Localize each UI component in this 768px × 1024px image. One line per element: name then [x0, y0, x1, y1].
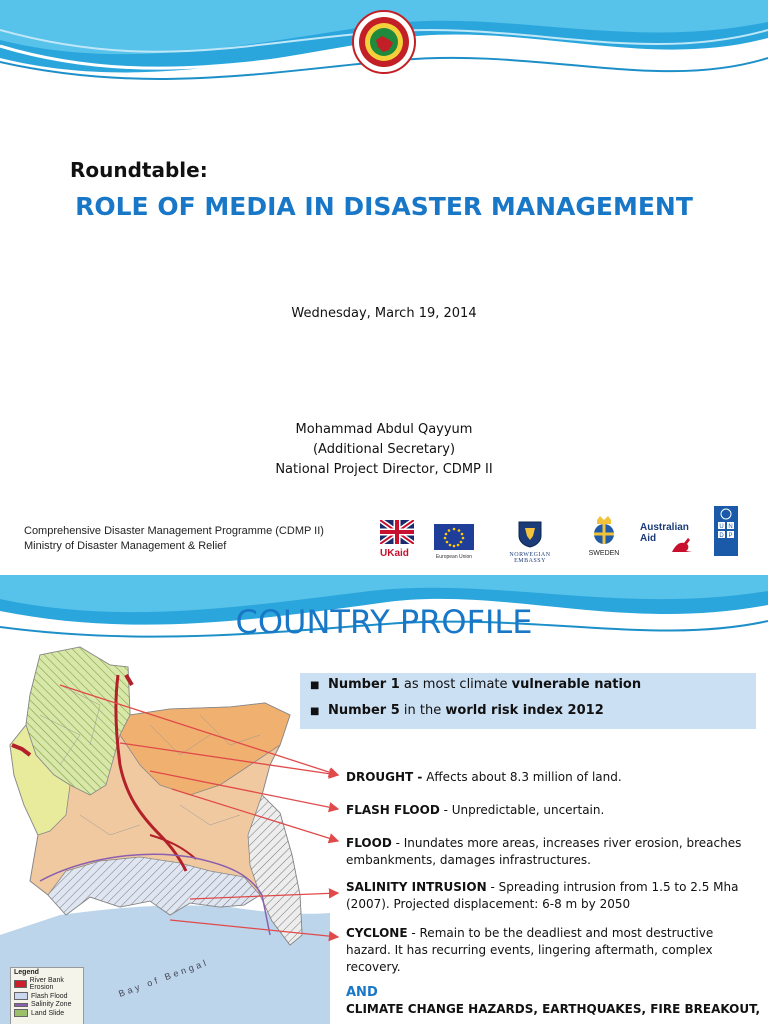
norwegian-embassy-logo — [494, 520, 566, 564]
presenter-name: Mohammad Abdul Qayyum — [295, 422, 473, 437]
bullet-text: in the — [399, 703, 446, 718]
hazard-description: Affects about 8.3 million of land. — [422, 770, 622, 784]
hazard-name: DROUGHT - — [346, 770, 423, 784]
australian-aid-logo — [640, 522, 698, 560]
presenter-position: National Project Director, CDMP II — [275, 462, 493, 477]
presenter-role: (Additional Secretary) — [312, 442, 456, 457]
bay-of-bengal-label: Bay of Bengal — [117, 956, 210, 999]
bangladesh-government-emblem — [352, 10, 416, 74]
legend-swatch — [14, 992, 28, 1000]
svg-text:N: N — [728, 524, 733, 530]
hazard-description: - Spreading intrusion from 1.5 to 2.5 Mha (2007). Projected displacement: 6-8 m by 2050 — [346, 880, 739, 911]
hazard-flash-flood — [346, 802, 756, 819]
hazard-name: FLOOD — [346, 836, 392, 850]
australian-aid-text-1: Australian — [640, 522, 689, 533]
bullet-emphasis: vulnerable nation — [511, 677, 642, 692]
hazard-description: - Unpredictable, uncertain. — [439, 803, 605, 817]
hazard-name: SALINITY INTRUSION — [346, 880, 487, 894]
climate-change-line: CLIMATE CHANGE HAZARDS, EARTHQUAKES, FIRE BREAKOUT, — [346, 1002, 761, 1016]
ministry-name: Ministry of Disaster Management & Relief — [24, 540, 227, 552]
legend-label: Salinity Zone — [31, 1001, 72, 1008]
legend-label: Flash Flood — [31, 992, 68, 1000]
sweden-logo — [584, 516, 624, 560]
and-label: AND — [346, 985, 378, 1000]
bullet-icon: ■ — [310, 706, 320, 717]
legend-item — [14, 1009, 83, 1017]
country-profile-slide — [0, 575, 768, 1024]
event-label: Roundtable: — [70, 158, 208, 182]
undp-logo — [714, 506, 740, 564]
bullet-icon: ■ — [310, 680, 320, 691]
ukaid-logo — [380, 520, 414, 558]
event-date: Wednesday, March 19, 2014 — [291, 306, 477, 321]
programme-name: Comprehensive Disaster Management Programme (CDMP II) — [24, 525, 324, 537]
legend-swatch — [14, 1003, 28, 1007]
hazard-description: - Inundates more areas, increases river erosion, breaches embankments, damages infrastructures. — [346, 836, 742, 867]
australian-aid-text-2: Aid — [640, 533, 657, 544]
bullet-text: as most climate — [399, 677, 512, 692]
presenter-block — [0, 420, 768, 480]
hazard-name: CYCLONE — [346, 926, 408, 940]
hazard-drought — [346, 769, 756, 786]
map-legend — [10, 967, 84, 1024]
legend-label: Land Slide — [31, 1009, 65, 1017]
legend-swatch — [14, 980, 27, 988]
svg-text:D: D — [719, 533, 724, 539]
vulnerability-box — [300, 673, 756, 729]
ukaid-text: UKaid — [380, 548, 409, 559]
hazard-salinity-intrusion — [346, 879, 756, 913]
svg-text:P: P — [728, 533, 733, 539]
legend-item — [14, 977, 83, 991]
bullet-item — [310, 703, 604, 718]
hazard-flood — [346, 835, 756, 869]
partner-logos — [380, 506, 760, 566]
hazard-cyclone — [346, 925, 756, 976]
eu-text: European Union — [435, 554, 473, 560]
norwegian-embassy-text: NORWEGIAN EMBASSY — [509, 552, 551, 564]
bullet-emphasis: Number 1 — [328, 677, 400, 692]
legend-item — [14, 1001, 83, 1008]
legend-title: Legend — [14, 969, 39, 976]
sweden-text: SWEDEN — [588, 550, 620, 557]
hazard-name: FLASH FLOOD — [346, 803, 440, 817]
bullet-emphasis: world risk index 2012 — [445, 703, 604, 718]
bullet-item — [310, 677, 641, 692]
legend-label: River Bank Erosion — [29, 977, 64, 991]
presentation-title: ROLE OF MEDIA IN DISASTER MANAGEMENT — [75, 192, 693, 221]
hazard-description: - Remain to be the deadliest and most destructive hazard. It has recurring events, lingering aftermath, complex recovery. — [346, 926, 714, 974]
slide-title: COUNTRY PROFILE — [235, 603, 533, 641]
bullet-emphasis: Number 5 — [328, 703, 400, 718]
eu-logo — [434, 524, 474, 560]
legend-item — [14, 992, 83, 1000]
kangaroo-icon — [670, 534, 694, 554]
legend-swatch — [14, 1009, 28, 1017]
svg-text:U: U — [719, 524, 724, 530]
programme-info — [24, 524, 324, 554]
